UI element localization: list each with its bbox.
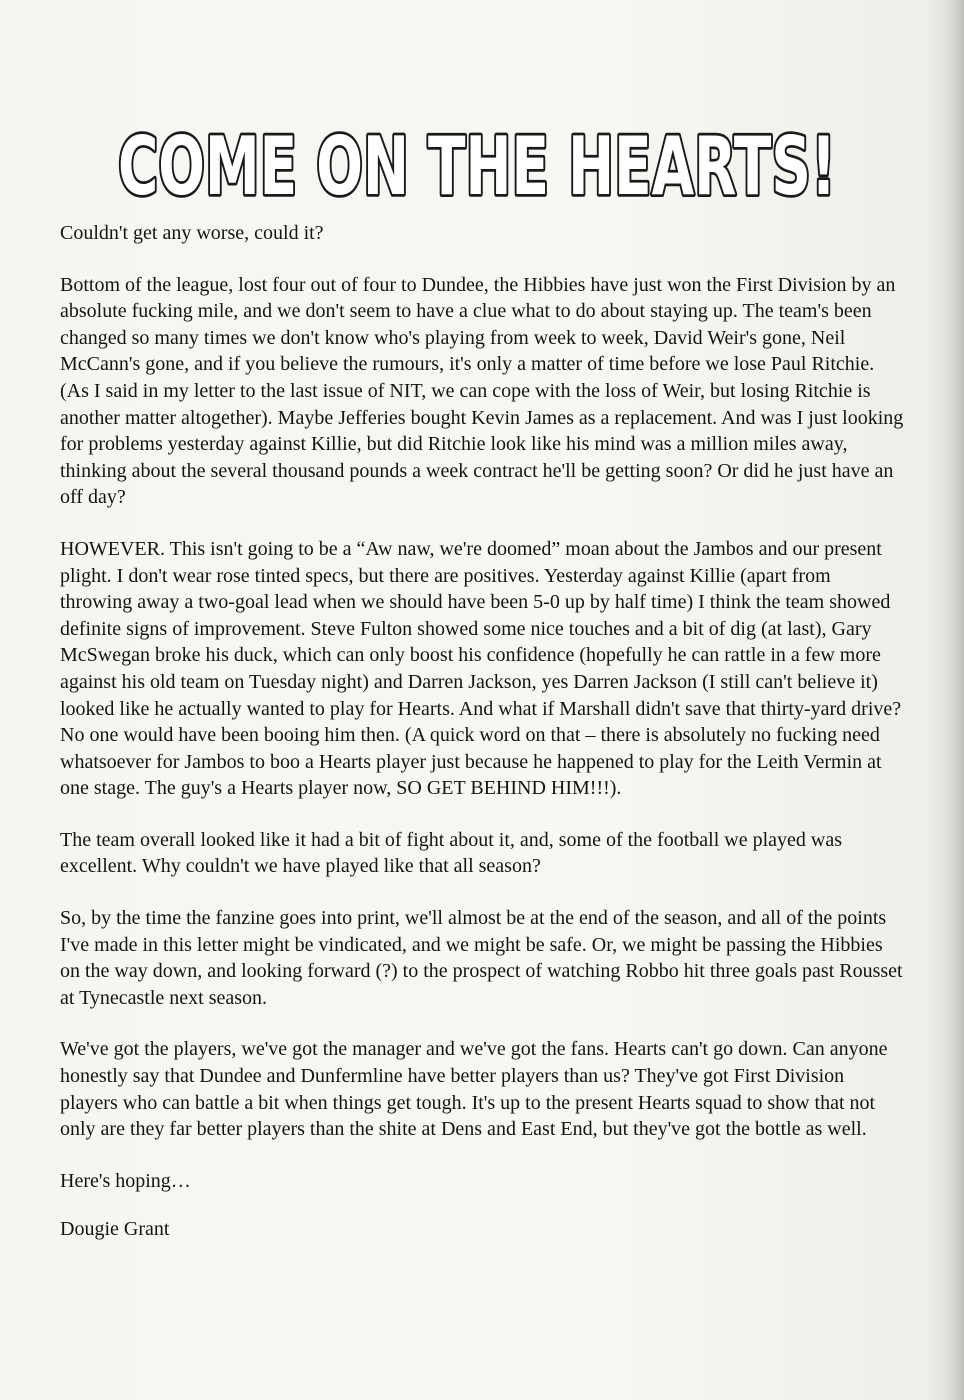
page-spine-shadow [942, 0, 964, 1400]
paragraph-however: HOWEVER. This isn't going to be a “Aw naw, we're doomed” moan about the Jambos and our present plight. I don't wear rose tinted specs, but there are positives. Yesterday against Killie (apart from throwing away a two-goal lead when we should have been 5-0 up by half time) I think the team showed definite signs of improvement. Steve Fulton showed some nice touches and a bit of dig (at last), Gary McSwegan broke his duck, which can only boost his confidence (hopefully he can rattle in a few more against his old team on Tuesday night) and Darren Jackson, yes Darren Jackson (I still can't believe it) looked like he actually wanted to play for Hearts. And what if Marshall didn't save that thirty-yard drive? No one would have been booing him then. (A quick word on that – there is absolutely no fucking need whatsoever for Jambos to boo a Hearts player just because he happened to play for the Leith Vermin at one stage. The guy's a Hearts player now, SO GET BEHIND HIM!!!). [60, 537, 902, 800]
paragraph-team-overall: The team overall looked like it had a bit of fight about it, and, some of the football we played was excellent. Why couldn't we have played like that all season? [60, 828, 843, 878]
paragraph-opening: Couldn't get any worse, could it? [60, 222, 324, 244]
paragraph-players-manager-fans: We've got the players, we've got the manager and we've got the fans. Hearts can't go down. Can anyone honestly say that Dundee and Dunfermline have better players than us? They've got First Division players who can battle a bit when things get tough. It's up to the present Hearts squad to show that not only are they far better players than the shite at Dens and East End, but they've got the bottle as well. [60, 1038, 888, 1141]
paragraph-fanzine-print: So, by the time the fanzine goes into print, we'll almost be at the end of the season, and all of the points I've made in this letter might be vindicated, and we might be safe. Or, we might be passing the Hibbies on the way down, and looking forward (?) to the prospect of watching Robbo hit three goals past Rousset at Tynecastle next season. [60, 907, 903, 1009]
paragraph-heres-hoping: Here's hoping… [60, 1169, 191, 1192]
author-signature: Dougie Grant [60, 1218, 170, 1241]
headline-text: COME ON THE HEARTS! [118, 120, 836, 213]
paragraph-bottom-of-league: Bottom of the league, lost four out of four to Dundee, the Hibbies have just won the First Division by an absolute fucking mile, and we don't seem to have a clue what to do about staying up. The team's been changed so many times we don't know who's playing from week to week, David Weir's gone, Neil McCann's gone, and if you believe the rumours, it's only a matter of time before we lose Paul Ritchie. (As I said in my letter to the last issue of NIT, we can cope with the loss of Weir, but losing Ritchie is another matter altogether). Maybe Jefferies bought Kevin James as a replacement. And was I just looking for problems yesterday against Killie, but did Ritchie look like his mind was a million miles away, thinking about the several thousand pounds a week contract he'll be getting soon? Or did he just have an off day? [60, 273, 904, 509]
headline-outline-art [112, 120, 842, 214]
page-title [112, 120, 842, 214]
letter-body [60, 220, 906, 1268]
